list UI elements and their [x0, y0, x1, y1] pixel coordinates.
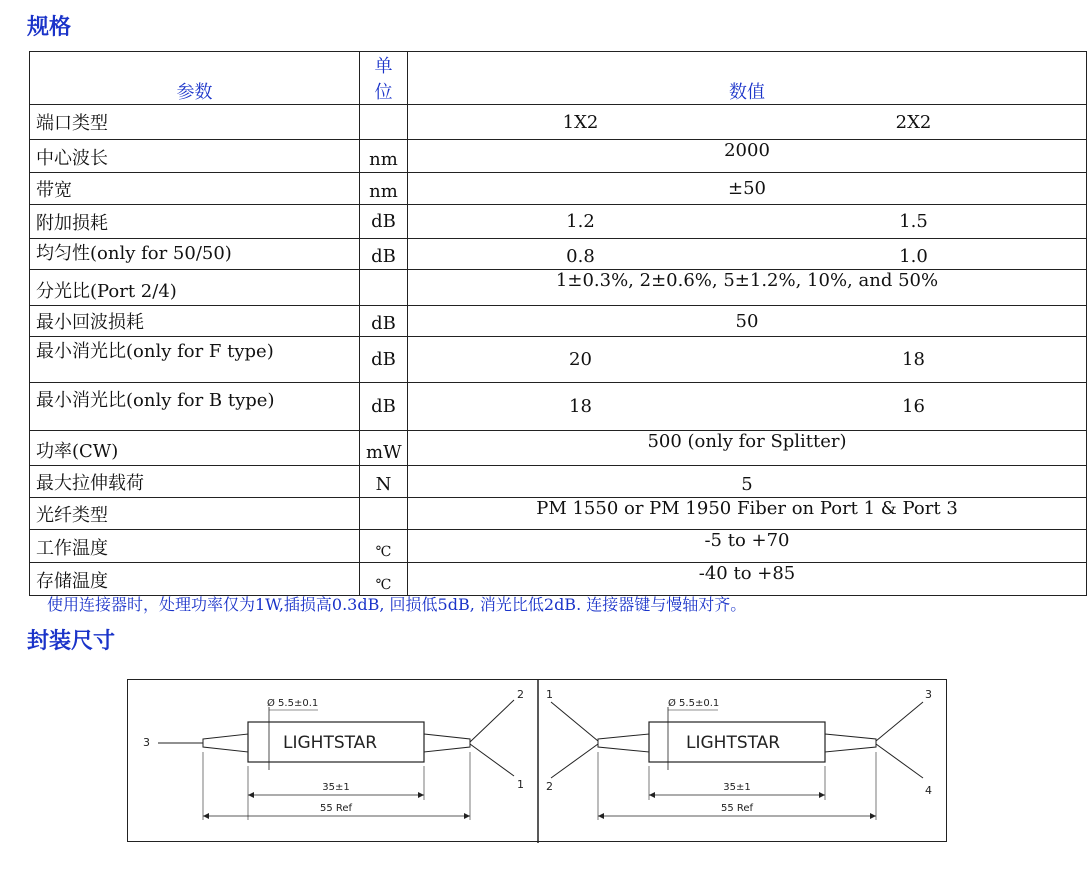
- table-row: [30, 270, 1087, 306]
- fiber-line: [470, 700, 514, 742]
- fiber-line: [551, 702, 598, 741]
- value-cell: 50: [408, 306, 1087, 337]
- value-1x2: 20: [569, 349, 592, 370]
- diameter-label: Ø 5.5±0.1: [668, 698, 720, 709]
- value-1x2: 0.8: [566, 246, 595, 267]
- fiber-line: [876, 744, 923, 778]
- param-cell: 光纤类型: [30, 498, 360, 530]
- value-cell: 2000: [408, 140, 1087, 173]
- port-label: 1: [517, 778, 524, 791]
- table-row: [30, 205, 1087, 239]
- param-cell: 端口类型: [30, 105, 360, 140]
- param-cell: 均匀性(only for 50/50): [30, 239, 360, 270]
- connector-note: 使用连接器时，处理功率仅为1W,插损高0.3dB, 回损低5dB, 消光比低2dB. 连接器键与慢轴对齐。: [47, 595, 747, 614]
- value-cell: [408, 105, 1087, 140]
- unit-cell: nm: [360, 173, 408, 205]
- table-row: [30, 337, 1087, 383]
- param-cell: 最小回波损耗: [30, 306, 360, 337]
- value-cell: [408, 239, 1087, 270]
- unit-cell: dB: [360, 205, 408, 239]
- boot-right: [825, 734, 876, 752]
- value-cell: [408, 383, 1087, 431]
- unit-cell: dB: [360, 383, 408, 431]
- port-label: 3: [143, 736, 150, 749]
- table-row: [30, 105, 1087, 140]
- fiber-line: [470, 744, 514, 776]
- table-row: [30, 466, 1087, 498]
- spec-table: [29, 51, 1087, 596]
- package-drawing: [127, 679, 947, 842]
- inner-length-label: 35±1: [322, 782, 350, 793]
- table-row: [30, 563, 1087, 596]
- unit-cell: nm: [360, 140, 408, 173]
- boot-right: [424, 734, 470, 752]
- table-row: [30, 173, 1087, 205]
- table-row: [30, 530, 1087, 563]
- value-cell: [408, 337, 1087, 383]
- value-2x2: 18: [902, 349, 925, 370]
- port-label: 3: [925, 688, 932, 701]
- param-cell: 中心波长: [30, 140, 360, 173]
- unit-cell: [360, 498, 408, 530]
- value-cell: 1±0.3%, 2±0.6%, 5±1.2%, 10%, and 50%: [408, 270, 1087, 306]
- port-label: 4: [925, 784, 932, 797]
- value-cell: [408, 205, 1087, 239]
- outer-length-label: 55 Ref: [319, 803, 353, 814]
- package-drawing-svg: [128, 680, 948, 843]
- unit-cell: [360, 105, 408, 140]
- param-cell: 最小消光比(only for F type): [30, 337, 360, 383]
- param-cell: 分光比(Port 2/4): [30, 270, 360, 306]
- value-2x2: 2X2: [895, 111, 932, 133]
- header-unit: 单位: [360, 52, 408, 105]
- unit-cell: mW: [360, 431, 408, 466]
- port-label: 1: [546, 688, 553, 701]
- boot-left: [598, 734, 649, 752]
- value-2x2: 1.5: [899, 211, 928, 232]
- param-cell: 最大拉伸载荷: [30, 466, 360, 498]
- table-row: [30, 383, 1087, 431]
- header-value: 数值: [408, 52, 1087, 105]
- param-cell: 存储温度: [30, 563, 360, 596]
- value-cell: ±50: [408, 173, 1087, 205]
- unit-cell: dB: [360, 239, 408, 270]
- param-cell: 最小消光比(only for B type): [30, 383, 360, 431]
- fiber-line: [876, 702, 923, 741]
- value-2x2: 16: [902, 396, 925, 417]
- boot-left: [203, 734, 248, 752]
- fiber-line: [551, 744, 598, 778]
- unit-cell: dB: [360, 337, 408, 383]
- diameter-label: Ø 5.5±0.1: [267, 698, 319, 709]
- value-cell: -40 to +85: [408, 563, 1087, 596]
- param-cell: 工作温度: [30, 530, 360, 563]
- left-drawing: [158, 700, 514, 820]
- table-row: [30, 431, 1087, 466]
- brand-label: LIGHTSTAR: [686, 733, 781, 753]
- port-label: 2: [517, 688, 524, 701]
- value-1x2: 1X2: [562, 111, 599, 133]
- port-label: 2: [546, 780, 553, 793]
- table-row: [30, 140, 1087, 173]
- table-row: [30, 306, 1087, 337]
- unit-cell: dB: [360, 306, 408, 337]
- value-cell: -5 to +70: [408, 530, 1087, 563]
- table-row: [30, 498, 1087, 530]
- unit-cell: ℃: [360, 563, 408, 596]
- spec-heading: 规格: [27, 15, 72, 40]
- brand-label: LIGHTSTAR: [283, 733, 378, 753]
- param-cell: 附加损耗: [30, 205, 360, 239]
- outer-length-label: 55 Ref: [720, 803, 754, 814]
- value-cell: 5: [408, 466, 1087, 498]
- table-header-row: [30, 52, 1087, 105]
- value-2x2: 1.0: [899, 246, 928, 267]
- value-1x2: 1.2: [566, 211, 595, 232]
- unit-cell: [360, 270, 408, 306]
- inner-length-label: 35±1: [723, 782, 751, 793]
- header-param: 参数: [30, 52, 360, 105]
- unit-cell: ℃: [360, 530, 408, 563]
- value-1x2: 18: [569, 396, 592, 417]
- param-cell: 带宽: [30, 173, 360, 205]
- table-row: [30, 239, 1087, 270]
- value-cell: 500 (only for Splitter): [408, 431, 1087, 466]
- unit-cell: N: [360, 466, 408, 498]
- value-cell: PM 1550 or PM 1950 Fiber on Port 1 & Port 3: [408, 498, 1087, 530]
- param-cell: 功率(CW): [30, 431, 360, 466]
- dimensions-heading: 封装尺寸: [27, 629, 116, 654]
